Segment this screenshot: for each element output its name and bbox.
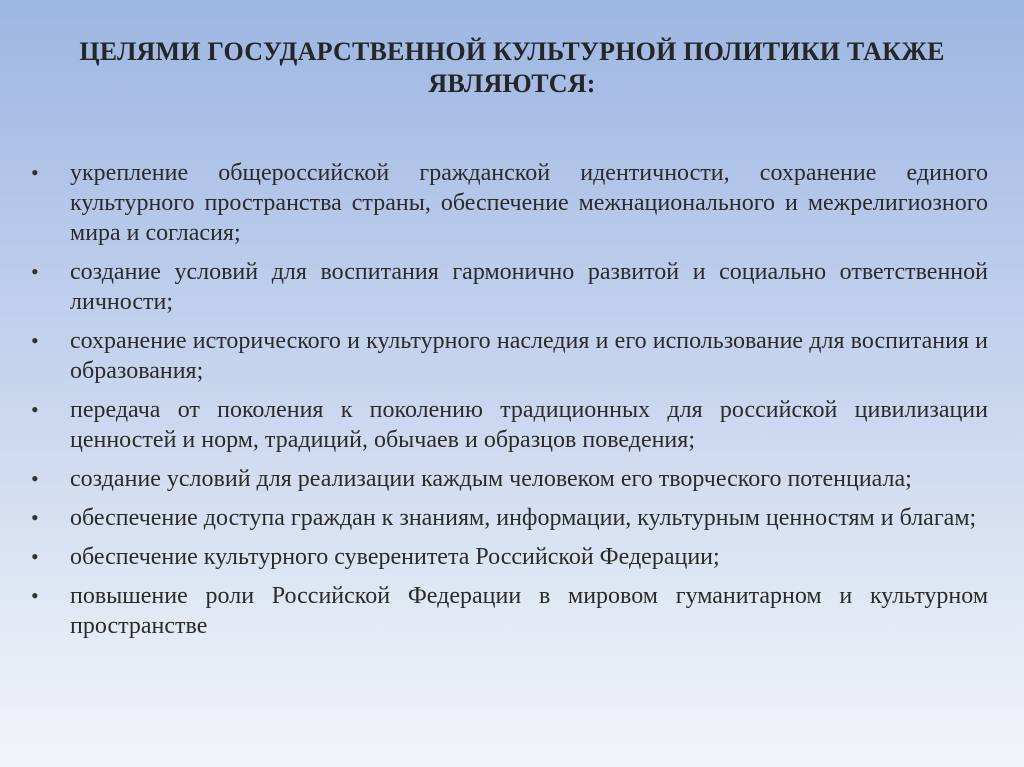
list-item-text: создание условий для реализации каждым человеком его творческого потенциала; — [70, 466, 912, 492]
list-item — [0, 503, 1024, 533]
bullet-icon: • — [31, 505, 39, 530]
list-item — [0, 542, 1024, 572]
bullet-icon: • — [31, 259, 39, 284]
list-item — [0, 464, 1024, 494]
slide-title: ЦЕЛЯМИ ГОСУДАРСТВЕННОЙ КУЛЬТУРНОЙ ПОЛИТИКИ ТАКЖЕ ЯВЛЯЮТСЯ: — [79, 37, 945, 98]
list-item — [0, 326, 1024, 386]
bullet-icon: • — [31, 583, 39, 608]
bullet-icon: • — [31, 160, 39, 185]
list-item-text: создание условий для воспитания гармонично развитой и социально ответственной личности; — [70, 259, 988, 315]
list-item — [0, 158, 1024, 248]
list-item — [0, 395, 1024, 455]
list-item — [0, 581, 1024, 641]
list-item-text: обеспечение культурного суверенитета Российской Федерации; — [70, 544, 720, 570]
list-item-text: повышение роли Российской Федерации в мировом гуманитарном и культурном пространстве — [70, 583, 988, 639]
goals-list — [0, 158, 1024, 650]
list-item-text: укрепление общероссийской гражданской идентичности, сохранение единого культурного пространства страны, обеспечение межнационального и межрелигиозного мира и согласия; — [70, 160, 988, 246]
list-item-text: сохранение исторического и культурного наследия и его использование для воспитания и образования; — [70, 328, 988, 384]
list-item-text: передача от поколения к поколению традиционных для российской цивилизации ценностей и норм, традиций, обычаев и образцов поведения; — [70, 397, 988, 453]
bullet-icon: • — [31, 397, 39, 422]
bullet-icon: • — [31, 328, 39, 353]
list-item — [0, 257, 1024, 317]
list-item-text: обеспечение доступа граждан к знаниям, информации, культурным ценностям и благам; — [70, 505, 977, 531]
bullet-icon: • — [31, 466, 39, 491]
bullet-icon: • — [31, 544, 39, 569]
